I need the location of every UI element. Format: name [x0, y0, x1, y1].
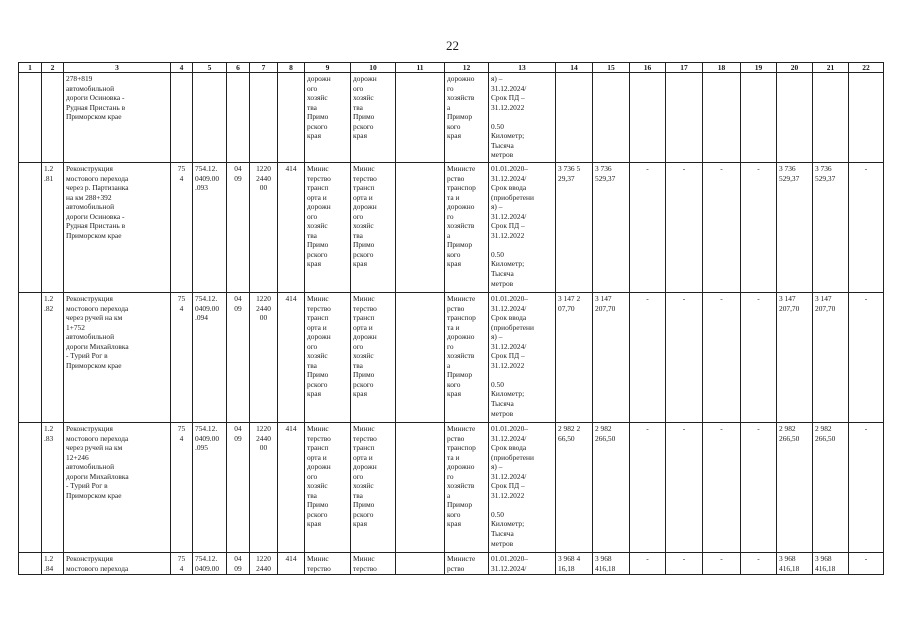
- column-header-4: 4: [171, 63, 193, 73]
- cell-text: 1220 2440 00: [256, 424, 271, 453]
- cell-text: 04 09: [234, 164, 242, 183]
- table-cell-col-7: [250, 423, 278, 553]
- table-cell-col-11: [396, 163, 445, 293]
- cell-text: 3 968 4 16,18: [558, 554, 581, 573]
- cell-text: 414: [285, 164, 297, 173]
- cell-text: 75 4: [177, 164, 186, 183]
- column-header-16: 16: [630, 63, 666, 73]
- cell-text: 754.12. 0409.00 .093: [195, 164, 220, 193]
- cell-text: -: [757, 164, 760, 173]
- cell-text: -: [682, 554, 686, 563]
- table-cell-col-9: [305, 423, 351, 553]
- table-cell-col-2: [42, 73, 64, 163]
- cell-text: Минис терство трансп орта и дорожн ого хозяйс тва Примо рского края: [307, 294, 331, 399]
- cell-text: Минис терство трансп орта и дорожн ого хозяйс тва Примо рского края: [353, 294, 377, 399]
- column-header-9: 9: [305, 63, 351, 73]
- table-cell-col-21: [813, 293, 849, 423]
- table-cell-col-8: [278, 553, 305, 575]
- cell-text: Минис терство трансп орта и дорожн ого хозяйс тва Примо рского края: [307, 424, 331, 529]
- table-cell-col-18: [703, 73, 741, 163]
- cell-text: 414: [285, 554, 297, 563]
- table-cell-col-16: [630, 73, 666, 163]
- table-cell-col-15: [593, 553, 630, 575]
- column-header-6: 6: [227, 63, 250, 73]
- cell-text: дорожн ого хозяйс тва Примо рского края: [307, 74, 331, 141]
- column-header-17: 17: [666, 63, 703, 73]
- table-cell-col-19: [741, 73, 777, 163]
- column-header-11: 11: [396, 63, 445, 73]
- table-row: [19, 423, 884, 553]
- table-cell-col-8: [278, 73, 305, 163]
- cell-text: -: [864, 164, 868, 173]
- table-cell-col-1: [19, 423, 42, 553]
- table-cell-col-19: [741, 553, 777, 575]
- cell-text: -: [757, 424, 760, 433]
- cell-text: -: [720, 554, 723, 563]
- table-cell-col-16: [630, 163, 666, 293]
- table-cell-col-12: [445, 293, 489, 423]
- table-cell-col-14: [556, 553, 593, 575]
- cell-text: -: [646, 164, 649, 173]
- table-cell-col-18: [703, 553, 741, 575]
- cell-text: 75 4: [177, 554, 186, 573]
- table-cell-col-4: [171, 553, 193, 575]
- column-header-18: 18: [703, 63, 741, 73]
- table-cell-col-22: [849, 423, 884, 553]
- table-cell-col-3: [64, 293, 171, 423]
- table-cell-col-22: [849, 553, 884, 575]
- table-cell-col-12: [445, 163, 489, 293]
- cell-text: 3 147 2 07,70: [558, 294, 581, 313]
- table-cell-col-13: [489, 163, 556, 293]
- table-cell-col-6: [227, 423, 250, 553]
- cell-text: 754.12. 0409.00: [195, 554, 220, 573]
- table-cell-col-20: [777, 73, 813, 163]
- cell-text: -: [646, 424, 649, 433]
- cell-text: 04 09: [234, 554, 242, 573]
- cell-text: 1.2 .82: [44, 294, 54, 313]
- cell-text: Реконструкция мостового перехода через р. Партизанка на км 288+392 автомобильной дороги Осиновка - Рудная Пристань в Приморском крае: [66, 164, 129, 240]
- cell-text: -: [682, 164, 686, 173]
- cell-text: дорожно го хозяйств а Примор кого края: [447, 74, 475, 141]
- table-cell-col-15: [593, 293, 630, 423]
- cell-text: 3 147 207,70: [779, 294, 800, 313]
- table-cell-col-19: [741, 423, 777, 553]
- cell-text: 01.01.2020– 31.12.2024/ Срок ввода (приобретени я) – 31.12.2024/ Срок ПД – 31.12.2022 0.50 Километр; Тысяча метров: [491, 164, 534, 288]
- table-cell-col-17: [666, 553, 703, 575]
- cell-text: Минис терство: [353, 554, 377, 573]
- cell-text: 754.12. 0409.00 .094: [195, 294, 220, 323]
- table-cell-col-14: [556, 423, 593, 553]
- table-cell-col-7: [250, 163, 278, 293]
- cell-text: 3 736 5 29,37: [558, 164, 581, 183]
- table-cell-col-6: [227, 73, 250, 163]
- cell-text: 01.01.2020– 31.12.2024/: [491, 554, 528, 573]
- page-number: 22: [446, 38, 459, 53]
- column-header-8: 8: [278, 63, 305, 73]
- table-cell-col-3: [64, 163, 171, 293]
- table-cell-col-1: [19, 293, 42, 423]
- cell-text: 3 736 529,37: [779, 164, 800, 183]
- column-header-21: 21: [813, 63, 849, 73]
- table-cell-col-2: [42, 553, 64, 575]
- table-cell-col-20: [777, 553, 813, 575]
- table-cell-col-5: [193, 73, 227, 163]
- table-cell-col-14: [556, 163, 593, 293]
- cell-text: Минис терство трансп орта и дорожн ого хозяйс тва Примо рского края: [353, 424, 377, 529]
- cell-text: 414: [285, 424, 297, 433]
- table-cell-col-6: [227, 293, 250, 423]
- cell-text: 3 968 416,18: [595, 554, 616, 573]
- table-cell-col-14: [556, 73, 593, 163]
- table-cell-col-20: [777, 293, 813, 423]
- table-cell-col-4: [171, 423, 193, 553]
- table-row: [19, 293, 884, 423]
- cell-text: -: [864, 554, 868, 563]
- table-cell-col-13: [489, 423, 556, 553]
- table-cell-col-9: [305, 293, 351, 423]
- table-cell-col-13: [489, 553, 556, 575]
- table-cell-col-21: [813, 423, 849, 553]
- table-cell-col-19: [741, 293, 777, 423]
- table-cell-col-2: [42, 293, 64, 423]
- column-header-10: 10: [351, 63, 396, 73]
- table-cell-col-3: [64, 423, 171, 553]
- table-cell-col-7: [250, 553, 278, 575]
- cell-text: -: [864, 294, 868, 303]
- column-header-14: 14: [556, 63, 593, 73]
- column-header-5: 5: [193, 63, 227, 73]
- table-cell-col-9: [305, 553, 351, 575]
- table-cell-col-21: [813, 553, 849, 575]
- cell-text: 2 982 2 66,50: [558, 424, 581, 443]
- cell-text: 1220 2440: [256, 554, 271, 573]
- table-cell-col-9: [305, 163, 351, 293]
- table-cell-col-16: [630, 553, 666, 575]
- table-cell-col-18: [703, 163, 741, 293]
- cell-text: 75 4: [177, 294, 186, 313]
- table-cell-col-8: [278, 163, 305, 293]
- column-header-2: 2: [42, 63, 64, 73]
- column-header-22: 22: [849, 63, 884, 73]
- table-cell-col-11: [396, 423, 445, 553]
- cell-text: 2 982 266,50: [595, 424, 616, 443]
- table-cell-col-16: [630, 423, 666, 553]
- table-cell-col-21: [813, 163, 849, 293]
- cell-text: Минис терство: [307, 554, 331, 573]
- cell-text: -: [720, 294, 723, 303]
- table-cell-col-5: [193, 553, 227, 575]
- cell-text: 3 736 529,37: [815, 164, 836, 183]
- table-cell-col-13: [489, 73, 556, 163]
- cell-text: 2 982 266,50: [815, 424, 836, 443]
- cell-text: 3 736 529,37: [595, 164, 616, 183]
- table-cell-col-16: [630, 293, 666, 423]
- cell-text: -: [757, 554, 760, 563]
- cell-text: Реконструкция мостового перехода: [66, 554, 129, 573]
- table-cell-col-1: [19, 553, 42, 575]
- cell-text: Министе рство: [447, 554, 476, 573]
- table-cell-col-14: [556, 293, 593, 423]
- table-cell-col-15: [593, 423, 630, 553]
- table-cell-col-3: [64, 73, 171, 163]
- table-row: [19, 163, 884, 293]
- cell-text: 278+819 автомобильной дороги Осиновка - Рудная Пристань в Приморском крае: [66, 74, 126, 122]
- table-cell-col-11: [396, 293, 445, 423]
- table-cell-col-10: [351, 73, 396, 163]
- table-cell-col-4: [171, 73, 193, 163]
- table-cell-col-5: [193, 293, 227, 423]
- cell-text: -: [646, 554, 649, 563]
- cell-text: 1.2 .81: [44, 164, 54, 183]
- column-header-19: 19: [741, 63, 777, 73]
- table-cell-col-2: [42, 423, 64, 553]
- table-cell-col-17: [666, 73, 703, 163]
- cell-text: -: [864, 424, 868, 433]
- cell-text: -: [682, 294, 686, 303]
- column-header-row: [19, 63, 884, 73]
- table-cell-col-8: [278, 293, 305, 423]
- cell-text: 3 968 416,18: [779, 554, 800, 573]
- table-cell-col-1: [19, 163, 42, 293]
- table-cell-col-10: [351, 163, 396, 293]
- column-header-12: 12: [445, 63, 489, 73]
- cell-text: Минис терство трансп орта и дорожн ого хозяйс тва Примо рского края: [307, 164, 331, 269]
- table-cell-col-11: [396, 553, 445, 575]
- table-cell-col-2: [42, 163, 64, 293]
- table-cell-col-9: [305, 73, 351, 163]
- budget-table: [18, 62, 884, 575]
- cell-text: я) – 31.12.2024/ Срок ПД – 31.12.2022 0.50 Километр; Тысяча метров: [491, 74, 527, 160]
- table-cell-col-10: [351, 423, 396, 553]
- table-cell-col-13: [489, 293, 556, 423]
- cell-text: 1.2 .84: [44, 554, 54, 573]
- table-cell-col-12: [445, 553, 489, 575]
- cell-text: 1.2 .83: [44, 424, 54, 443]
- table-cell-col-5: [193, 163, 227, 293]
- column-header-3: 3: [64, 63, 171, 73]
- cell-text: -: [720, 424, 723, 433]
- cell-text: Реконструкция мостового перехода через ручей на км 12+246 автомобильной дороги Михайловка - Турий Рог в Приморском крае: [66, 424, 129, 500]
- cell-text: -: [682, 424, 686, 433]
- table-cell-col-1: [19, 73, 42, 163]
- cell-text: 754.12. 0409.00 .095: [195, 424, 220, 453]
- table-cell-col-18: [703, 423, 741, 553]
- table-cell-col-8: [278, 423, 305, 553]
- cell-text: Министе рство транспор та и дорожно го хозяйств а Примор кого края: [447, 294, 476, 399]
- table-cell-col-20: [777, 163, 813, 293]
- cell-text: 2 982 266,50: [779, 424, 800, 443]
- cell-text: Министе рство транспор та и дорожно го хозяйств а Примор кого края: [447, 164, 476, 269]
- table-cell-col-10: [351, 293, 396, 423]
- table-cell-col-12: [445, 423, 489, 553]
- table-cell-col-4: [171, 163, 193, 293]
- table-cell-col-10: [351, 553, 396, 575]
- table-cell-col-21: [813, 73, 849, 163]
- table-cell-col-19: [741, 163, 777, 293]
- table-row: [19, 73, 884, 163]
- column-header-20: 20: [777, 63, 813, 73]
- cell-text: -: [646, 294, 649, 303]
- table-cell-col-22: [849, 163, 884, 293]
- cell-text: 414: [285, 294, 297, 303]
- table-cell-col-6: [227, 553, 250, 575]
- cell-text: 1220 2440 00: [256, 164, 271, 193]
- column-header-13: 13: [489, 63, 556, 73]
- cell-text: -: [720, 164, 723, 173]
- cell-text: Реконструкция мостового перехода через ручей на км 1+752 автомобильной дороги Михайловка - Турий Рог в Приморском крае: [66, 294, 129, 370]
- cell-text: Министе рство транспор та и дорожно го хозяйств а Примор кого края: [447, 424, 476, 529]
- table-cell-col-7: [250, 73, 278, 163]
- table-cell-col-17: [666, 423, 703, 553]
- table-cell-col-18: [703, 293, 741, 423]
- table-cell-col-12: [445, 73, 489, 163]
- table-cell-col-15: [593, 163, 630, 293]
- table-cell-col-17: [666, 293, 703, 423]
- cell-text: 01.01.2020– 31.12.2024/ Срок ввода (приобретени я) – 31.12.2024/ Срок ПД – 31.12.2022 0.50 Километр; Тысяча метров: [491, 294, 534, 418]
- table-cell-col-22: [849, 73, 884, 163]
- column-header-7: 7: [250, 63, 278, 73]
- cell-text: 1220 2440 00: [256, 294, 271, 323]
- cell-text: -: [757, 294, 760, 303]
- cell-text: 75 4: [177, 424, 186, 443]
- table-row: [19, 553, 884, 575]
- table-cell-col-15: [593, 73, 630, 163]
- table-cell-col-5: [193, 423, 227, 553]
- cell-text: 04 09: [234, 424, 242, 443]
- cell-text: Минис терство трансп орта и дорожн ого хозяйс тва Примо рского края: [353, 164, 377, 269]
- column-header-15: 15: [593, 63, 630, 73]
- cell-text: дорожн ого хозяйс тва Примо рского края: [353, 74, 377, 141]
- table-cell-col-17: [666, 163, 703, 293]
- table-cell-col-11: [396, 73, 445, 163]
- table-cell-col-20: [777, 423, 813, 553]
- table-cell-col-22: [849, 293, 884, 423]
- table-cell-col-3: [64, 553, 171, 575]
- table-cell-col-6: [227, 163, 250, 293]
- cell-text: 01.01.2020– 31.12.2024/ Срок ввода (приобретени я) – 31.12.2024/ Срок ПД – 31.12.2022 0.50 Километр; Тысяча метров: [491, 424, 534, 548]
- table-cell-col-4: [171, 293, 193, 423]
- cell-text: 3 147 207,70: [815, 294, 836, 313]
- cell-text: 3 147 207,70: [595, 294, 616, 313]
- cell-text: 04 09: [234, 294, 242, 313]
- table-cell-col-7: [250, 293, 278, 423]
- cell-text: 3 968 416,18: [815, 554, 836, 573]
- column-header-1: 1: [19, 63, 42, 73]
